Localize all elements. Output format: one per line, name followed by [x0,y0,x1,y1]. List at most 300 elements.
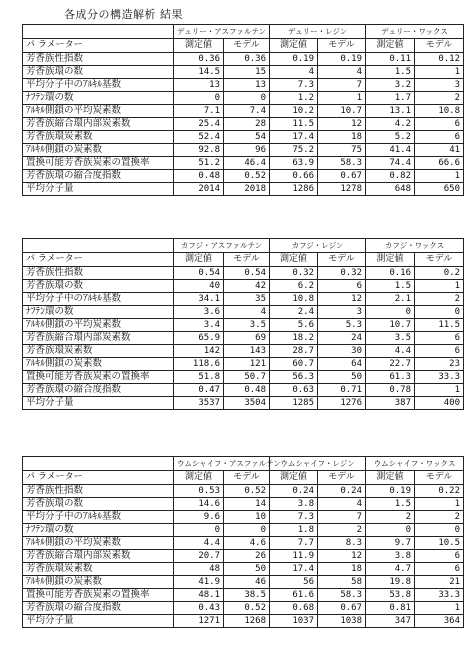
value-cell: 2 [366,511,415,524]
value-cell: 5.2 [366,131,415,144]
value-cell: 1.8 [270,524,318,537]
value-cell: 75.2 [270,144,318,157]
value-cell: 648 [366,183,415,196]
parameter-name: 芳香族縮合環内部炭素数 [23,332,174,345]
value-cell: 4.4 [174,537,224,550]
value-cell: 142 [174,345,224,358]
value-cell: 13 [174,79,224,92]
table-row [23,118,464,131]
value-cell: 58 [318,576,366,589]
parameter-name: ｱﾙｷﾙ側鎖の炭素数 [23,358,174,371]
value-cell: 18 [318,563,366,576]
parameter-name: 芳香族性指数 [23,267,174,280]
value-cell: 56.3 [270,371,318,384]
value-cell: 6 [415,345,464,358]
value-cell: 7.7 [270,537,318,550]
value-cell: 18.2 [270,332,318,345]
value-cell: 3.5 [366,332,415,345]
value-cell: 66.6 [415,157,464,170]
value-cell: 1.2 [270,92,318,105]
value-cell: 0.63 [270,384,318,397]
value-cell: 1038 [318,615,366,628]
value-cell: 75 [318,144,366,157]
value-cell: 0 [174,92,224,105]
value-cell: 13 [224,79,270,92]
column-header: モデル [415,39,464,53]
column-header: モデル [415,471,464,485]
value-cell: 48.1 [174,589,224,602]
value-cell: 0.19 [270,53,318,66]
parameter-header: パ ラメーター [23,253,174,267]
column-header: 測定値 [270,253,318,267]
value-cell: 28.7 [270,345,318,358]
value-cell: 18 [318,131,366,144]
value-cell: 1 [415,280,464,293]
column-header: 測定値 [366,39,415,53]
value-cell: 0 [366,306,415,319]
value-cell: 51.2 [174,157,224,170]
table-row [23,550,464,563]
table-row [23,105,464,118]
parameter-name: 平均分子中のｱﾙｷﾙ基数 [23,511,174,524]
value-cell: 3.8 [366,550,415,563]
value-cell: 0.24 [270,485,318,498]
parameter-name: ﾅﾌﾃﾝ環の数 [23,92,174,105]
value-cell: 11.9 [270,550,318,563]
table-row [23,157,464,170]
value-cell: 0.19 [366,485,415,498]
group-header: デュリー・ワックス [366,25,464,39]
value-cell: 12 [318,118,366,131]
table-row [23,397,464,410]
parameter-name: ｱﾙｷﾙ側鎖の炭素数 [23,576,174,589]
value-cell: 1 [318,92,366,105]
value-cell: 61.3 [366,371,415,384]
value-cell: 17.4 [270,563,318,576]
value-cell: 0.71 [318,384,366,397]
value-cell: 1285 [270,397,318,410]
value-cell: 0.19 [318,53,366,66]
value-cell: 0.36 [224,53,270,66]
value-cell: 3 [318,306,366,319]
value-cell: 0.22 [415,485,464,498]
results-table [22,24,464,196]
value-cell: 0 [366,524,415,537]
value-cell: 6 [415,131,464,144]
value-cell: 4 [270,66,318,79]
value-cell: 0.67 [318,170,366,183]
table-row [23,306,464,319]
value-cell: 0.43 [174,602,224,615]
parameter-name: 平均分子量 [23,397,174,410]
value-cell: 65.9 [174,332,224,345]
value-cell: 0.32 [318,267,366,280]
parameter-name: 芳香族環の縮合度指数 [23,170,174,183]
value-cell: 650 [415,183,464,196]
value-cell: 11.5 [415,319,464,332]
value-cell: 4 [318,66,366,79]
table-section-1 [22,24,463,196]
parameter-name: 芳香族環炭素数 [23,563,174,576]
value-cell: 14.5 [174,66,224,79]
parameter-name: ｱﾙｷﾙ側鎖の炭素数 [23,144,174,157]
table-row [23,92,464,105]
value-cell: 41 [415,144,464,157]
value-cell: 69 [224,332,270,345]
value-cell: 10.7 [366,319,415,332]
table-row [23,170,464,183]
value-cell: 4 [318,498,366,511]
table-row [23,498,464,511]
value-cell: 2014 [174,183,224,196]
parameter-name: ﾅﾌﾃﾝ環の数 [23,306,174,319]
group-header: デュリー・レジン [270,25,366,39]
value-cell: 0.67 [318,602,366,615]
value-cell: 3 [415,79,464,92]
table-row [23,293,464,306]
parameter-name: 芳香族環の縮合度指数 [23,384,174,397]
column-header: モデル [318,471,366,485]
value-cell: 1.5 [366,66,415,79]
value-cell: 33.3 [415,589,464,602]
table-row [23,615,464,628]
value-cell: 1286 [270,183,318,196]
value-cell: 1 [415,602,464,615]
value-cell: 0.2 [415,267,464,280]
table-row [23,537,464,550]
table-row [23,511,464,524]
value-cell: 46 [224,576,270,589]
parameter-name: ﾅﾌﾃﾝ環の数 [23,524,174,537]
parameter-name: 芳香族環炭素数 [23,345,174,358]
parameter-name: 芳香族性指数 [23,53,174,66]
value-cell: 0.54 [174,267,224,280]
value-cell: 5.6 [270,319,318,332]
value-cell: 1276 [318,397,366,410]
table-row [23,576,464,589]
value-cell: 6 [415,332,464,345]
value-cell: 2 [318,524,366,537]
value-cell: 6 [415,118,464,131]
value-cell: 17.4 [270,131,318,144]
value-cell: 364 [415,615,464,628]
table-row [23,144,464,157]
value-cell: 3504 [224,397,270,410]
value-cell: 1271 [174,615,224,628]
value-cell: 118.6 [174,358,224,371]
table-section-2 [22,238,463,410]
value-cell: 3.5 [224,319,270,332]
parameter-name: 芳香族縮合環内部炭素数 [23,118,174,131]
parameter-name: ｱﾙｷﾙ側鎖の平均炭素数 [23,537,174,550]
value-cell: 0.66 [270,170,318,183]
column-header: モデル [224,39,270,53]
results-table [22,238,464,410]
value-cell: 0.78 [366,384,415,397]
parameter-name: 平均分子中のｱﾙｷﾙ基数 [23,79,174,92]
value-cell: 0.47 [174,384,224,397]
value-cell: 6 [415,563,464,576]
value-cell: 3.4 [174,319,224,332]
table-row [23,332,464,345]
value-cell: 7.1 [174,105,224,118]
value-cell: 41.9 [174,576,224,589]
value-cell: 20.7 [174,550,224,563]
sub-header-row [23,253,464,267]
parameter-name: ｱﾙｷﾙ側鎖の平均炭素数 [23,105,174,118]
value-cell: 0 [224,524,270,537]
value-cell: 96 [224,144,270,157]
column-header: モデル [415,253,464,267]
value-cell: 6.2 [270,280,318,293]
parameter-name: 平均分子量 [23,183,174,196]
parameter-header: パ ラメーター [23,39,174,53]
value-cell: 0.81 [366,602,415,615]
value-cell: 2018 [224,183,270,196]
value-cell: 15 [224,66,270,79]
blank-header-cell [23,239,174,253]
value-cell: 9.7 [366,537,415,550]
value-cell: 0.52 [224,602,270,615]
value-cell: 42 [224,280,270,293]
value-cell: 1037 [270,615,318,628]
value-cell: 347 [366,615,415,628]
group-header-row [23,457,464,471]
value-cell: 7 [318,79,366,92]
table-row [23,66,464,79]
value-cell: 0 [174,524,224,537]
group-header: カフジ・アスファルテン [174,239,270,253]
table-row [23,358,464,371]
value-cell: 25.4 [174,118,224,131]
table-section-3 [22,456,463,628]
value-cell: 1.7 [366,92,415,105]
value-cell: 387 [366,397,415,410]
parameter-name: 平均分子量 [23,615,174,628]
value-cell: 41.4 [366,144,415,157]
value-cell: 40 [174,280,224,293]
value-cell: 2.4 [270,306,318,319]
parameter-name: ｱﾙｷﾙ側鎖の平均炭素数 [23,319,174,332]
value-cell: 46.4 [224,157,270,170]
value-cell: 0.12 [415,53,464,66]
value-cell: 4.7 [366,563,415,576]
blank-header-cell [23,457,174,471]
value-cell: 6 [415,550,464,563]
parameter-name: 平均分子中のｱﾙｷﾙ基数 [23,293,174,306]
value-cell: 0 [415,524,464,537]
value-cell: 38.5 [224,589,270,602]
value-cell: 24 [318,332,366,345]
value-cell: 35 [224,293,270,306]
value-cell: 1 [415,66,464,79]
value-cell: 1.5 [366,498,415,511]
column-header: 測定値 [366,253,415,267]
column-header: モデル [318,39,366,53]
value-cell: 3.8 [270,498,318,511]
value-cell: 2 [415,293,464,306]
table-row [23,384,464,397]
value-cell: 54 [224,131,270,144]
value-cell: 63.9 [270,157,318,170]
value-cell: 0.54 [224,267,270,280]
value-cell: 61.6 [270,589,318,602]
group-header: カフジ・レジン [270,239,366,253]
table-row [23,280,464,293]
group-header: ウムシャイフ・アスファルテン [174,457,270,471]
value-cell: 0.24 [318,485,366,498]
value-cell: 1268 [224,615,270,628]
value-cell: 51.8 [174,371,224,384]
value-cell: 23 [415,358,464,371]
value-cell: 121 [224,358,270,371]
value-cell: 8.3 [318,537,366,550]
value-cell: 50.7 [224,371,270,384]
value-cell: 14.6 [174,498,224,511]
value-cell: 1 [415,384,464,397]
value-cell: 9.6 [174,511,224,524]
parameter-name: 置換可能芳香族炭素の置換率 [23,157,174,170]
value-cell: 12 [318,550,366,563]
table-row [23,563,464,576]
value-cell: 3537 [174,397,224,410]
value-cell: 50 [318,371,366,384]
value-cell: 1 [415,170,464,183]
value-cell: 2.1 [366,293,415,306]
value-cell: 7.3 [270,511,318,524]
value-cell: 50 [224,563,270,576]
value-cell: 2 [415,92,464,105]
value-cell: 22.7 [366,358,415,371]
table-row [23,183,464,196]
parameter-name: 置換可能芳香族炭素の置換率 [23,371,174,384]
value-cell: 58.3 [318,589,366,602]
table-row [23,345,464,358]
value-cell: 0.52 [224,170,270,183]
parameter-name: 芳香族環の縮合度指数 [23,602,174,615]
column-header: 測定値 [270,39,318,53]
table-row [23,53,464,66]
value-cell: 0.32 [270,267,318,280]
page-title: 各成分の構造解析 結果 [64,8,183,21]
parameter-header: パ ラメーター [23,471,174,485]
column-header: モデル [318,253,366,267]
value-cell: 4.6 [224,537,270,550]
value-cell: 3.2 [366,79,415,92]
column-header: 測定値 [174,253,224,267]
value-cell: 0.48 [174,170,224,183]
table-row [23,131,464,144]
value-cell: 14 [224,498,270,511]
table-row [23,79,464,92]
parameter-name: 芳香族環の数 [23,66,174,79]
value-cell: 13.1 [366,105,415,118]
value-cell: 26 [224,550,270,563]
group-header-row [23,25,464,39]
value-cell: 21 [415,576,464,589]
value-cell: 33.3 [415,371,464,384]
value-cell: 60.7 [270,358,318,371]
value-cell: 0.48 [224,384,270,397]
value-cell: 1278 [318,183,366,196]
parameter-name: 芳香族環の数 [23,498,174,511]
value-cell: 10.7 [318,105,366,118]
column-header: 測定値 [270,471,318,485]
table-row [23,524,464,537]
value-cell: 0.68 [270,602,318,615]
value-cell: 4 [224,306,270,319]
value-cell: 30 [318,345,366,358]
value-cell: 0.16 [366,267,415,280]
value-cell: 6 [318,280,366,293]
value-cell: 56 [270,576,318,589]
value-cell: 10.2 [270,105,318,118]
value-cell: 4.4 [366,345,415,358]
group-header-row [23,239,464,253]
value-cell: 48 [174,563,224,576]
value-cell: 11.5 [270,118,318,131]
results-table [22,456,464,628]
group-header: ウムシャイフ・ワックス [366,457,464,471]
value-cell: 4.2 [366,118,415,131]
value-cell: 58.3 [318,157,366,170]
value-cell: 0.36 [174,53,224,66]
table-row [23,589,464,602]
value-cell: 0.52 [224,485,270,498]
value-cell: 1.5 [366,280,415,293]
column-header: 測定値 [174,39,224,53]
value-cell: 1 [415,498,464,511]
value-cell: 92.8 [174,144,224,157]
parameter-name: 芳香族性指数 [23,485,174,498]
value-cell: 34.1 [174,293,224,306]
value-cell: 143 [224,345,270,358]
value-cell: 12 [318,293,366,306]
value-cell: 7.4 [224,105,270,118]
value-cell: 10.5 [415,537,464,550]
column-header: 測定値 [366,471,415,485]
value-cell: 0 [415,306,464,319]
value-cell: 53.8 [366,589,415,602]
value-cell: 5.3 [318,319,366,332]
value-cell: 0.53 [174,485,224,498]
column-header: 測定値 [174,471,224,485]
parameter-name: 芳香族縮合環内部炭素数 [23,550,174,563]
value-cell: 2 [415,511,464,524]
value-cell: 28 [224,118,270,131]
value-cell: 3.6 [174,306,224,319]
value-cell: 52.4 [174,131,224,144]
group-header: デュリー・アスファルテン [174,25,270,39]
value-cell: 10 [224,511,270,524]
value-cell: 74.4 [366,157,415,170]
sub-header-row [23,471,464,485]
column-header: モデル [224,253,270,267]
value-cell: 0.82 [366,170,415,183]
parameter-name: 置換可能芳香族炭素の置換率 [23,589,174,602]
blank-header-cell [23,25,174,39]
value-cell: 19.8 [366,576,415,589]
table-row [23,319,464,332]
table-row [23,267,464,280]
table-row [23,485,464,498]
value-cell: 0.11 [366,53,415,66]
value-cell: 0 [224,92,270,105]
value-cell: 7 [318,511,366,524]
table-row [23,602,464,615]
value-cell: 7.3 [270,79,318,92]
value-cell: 400 [415,397,464,410]
